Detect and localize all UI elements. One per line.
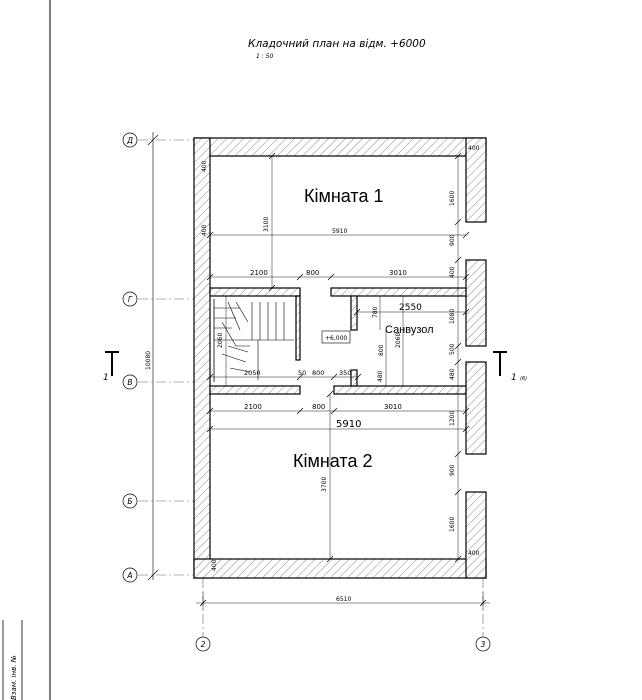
svg-text:Г: Г xyxy=(127,295,133,304)
svg-text:А: А xyxy=(127,571,133,580)
dim-2050: 2050 xyxy=(244,369,261,377)
dim-780: 780 xyxy=(372,306,379,318)
section-marker-right xyxy=(493,352,527,383)
plan-scale: 1 : 50 xyxy=(256,53,274,60)
svg-text:1: 1 xyxy=(511,373,517,383)
wall-right-2 xyxy=(466,260,486,346)
dim-5910-bottom: 5910 xyxy=(336,419,362,430)
wall-bottom xyxy=(194,559,486,578)
dim-1600-top: 1600 xyxy=(449,190,456,206)
dim-350: 350 xyxy=(339,369,352,377)
axis-bubble-d xyxy=(123,133,137,147)
side-strip-label: Взам. інв. № xyxy=(10,655,18,700)
room-2-label: Кімната 2 xyxy=(293,451,373,471)
dim-6510: 6510 xyxy=(336,596,352,603)
dim-400-right-bottom: 400 xyxy=(468,145,480,152)
axis-bubble-a xyxy=(123,568,137,582)
dim-1200: 1200 xyxy=(449,410,456,426)
dim-500: 500 xyxy=(449,343,456,355)
svg-text:+6,000: +6,000 xyxy=(325,335,348,342)
dim-3010-top: 3010 xyxy=(389,269,407,277)
section-marker-left xyxy=(103,352,119,383)
partition-upper-right xyxy=(331,288,466,296)
dim-400-bottom-left: 400 xyxy=(211,559,218,571)
dim-800-vertical: 800 xyxy=(378,344,385,356)
dim-480-right: 480 xyxy=(449,368,456,380)
axis-bubble-3 xyxy=(476,637,490,651)
dim-3700: 3700 xyxy=(321,476,328,492)
dim-2550: 2550 xyxy=(399,303,422,313)
dim-3010-bottom: 3010 xyxy=(384,403,402,411)
svg-text:(6): (6) xyxy=(520,376,528,382)
plan-title: Кладочний план на відм. +6000 xyxy=(248,38,426,50)
dim-3100: 3100 xyxy=(263,216,270,232)
dim-800-bottom: 800 xyxy=(312,403,326,411)
partition-lower-right xyxy=(334,386,466,394)
dim-400-bottom-right: 400 xyxy=(468,550,480,557)
dim-1080: 1080 xyxy=(449,308,456,324)
dim-400-right-top: 400 xyxy=(449,266,456,278)
axis-bubble-v xyxy=(123,375,137,389)
svg-text:Б: Б xyxy=(127,497,133,506)
bathroom-label: Санвузол xyxy=(385,324,434,336)
axis-bubble-g xyxy=(123,292,137,306)
dim-50: 50 xyxy=(298,369,307,377)
svg-text:3: 3 xyxy=(480,640,486,649)
wall-right-4 xyxy=(466,492,486,578)
svg-text:2: 2 xyxy=(200,640,206,649)
partition-lower-left xyxy=(210,386,300,394)
level-mark xyxy=(322,331,350,343)
svg-text:В: В xyxy=(127,378,133,387)
dim-2060-right: 2060 xyxy=(395,332,402,348)
dim-2100-bottom: 2100 xyxy=(244,403,262,411)
dim-400-left-b: 400 xyxy=(201,224,208,236)
dim-2060-left: 2060 xyxy=(217,332,224,348)
stair-wall xyxy=(296,296,300,360)
wall-left xyxy=(194,138,210,578)
dim-800-top: 800 xyxy=(306,269,320,277)
bathroom-partition-2 xyxy=(351,370,357,386)
dim-5910-top: 5910 xyxy=(332,228,348,235)
partition-upper-left xyxy=(210,288,300,296)
dim-480-mid: 480 xyxy=(377,370,384,382)
svg-text:1: 1 xyxy=(103,373,109,383)
dim-400-left-a: 400 xyxy=(201,160,208,172)
room-1-label: Кімната 1 xyxy=(304,186,384,206)
svg-text:Д: Д xyxy=(127,136,133,145)
axis-bubble-b xyxy=(123,494,137,508)
dim-2100-top: 2100 xyxy=(250,269,268,277)
dim-900-bottom: 900 xyxy=(449,464,456,476)
dim-1600-bottom: 1600 xyxy=(449,516,456,532)
dim-ticks xyxy=(200,153,486,606)
dim-900-top: 900 xyxy=(449,234,456,246)
dim-800-mid: 800 xyxy=(312,369,325,377)
axis-bubble-2 xyxy=(196,637,210,651)
dim-overall-height: 10080 xyxy=(145,350,152,370)
wall-top xyxy=(194,138,486,156)
